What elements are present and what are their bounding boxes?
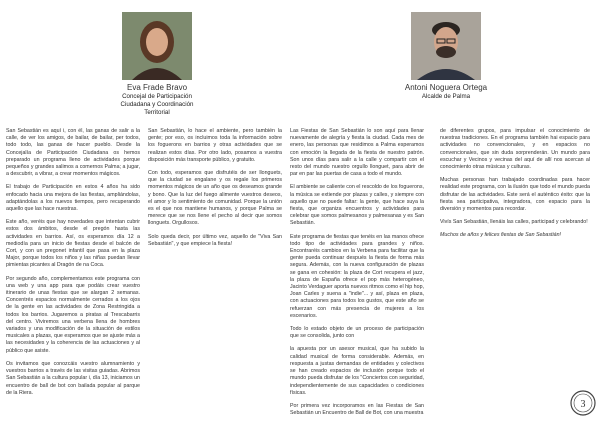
- paragraph: de diferentes grupos, para impulsar el conocimiento de nuestras tradiciones. En el programa también hai espacio para actividades no convencionales, y en espacios no convencionales, que sin duda sorprenderán. Un mundo para escuchar y Vecinos y vecinas del aquí de allí nos acercan al conocimiento otras músicas y culturas.: [440, 128, 590, 171]
- portrait-antoni-noguera: [411, 12, 481, 80]
- paragraph: El ambiente se caliente con el rescoldo de los foguerons, la música se extiende por plazas y calles, y siempre con aquello que no puede faltar: la gente, que hace suya la fiesta, que organiza encuentros y actividades para celebrar que somos palmesanos y palmesanas y es San Sebastián.: [290, 184, 424, 227]
- closing-greeting: Muchos de años y felices fiestas de San Sebastián!: [440, 232, 562, 239]
- right-person-caption: [396, 83, 496, 101]
- paragraph: Por segundo año, complementamos este programa con una web y una app para que podáis crear vuestro itinerario de unas fiestas que se alargan 2 semanas. Concentrés espacios normalmente cerrados a los ojos de la gente en las actividades de Zona Restringida a todos los barrios. Jugaremos a piratas al Trescabarris del centro. Viviremos una verbena llena de hombres variados y una modificación de la situación de estilos musicales a plazas, que esperamos que se ajuste más a las necesidades y la coherencia de las actuaciones y al público que asiste.: [6, 275, 140, 354]
- right-person-role: Alcalde de Palma: [421, 93, 471, 100]
- right-person-name: Antoni Noguera Ortega: [404, 83, 488, 92]
- paragraph: Este año, veréis que hay novedades que intentan cubrir estos dos ámbitos, desde el pregón hasta las actividades en barrios. Así, os esperamos día 12 a mediodía para un inicio de fiestas desde el balcón de Cort, y con un pregonet infantil que pasa en la plaza Major, porque todos los niños y las niñas puedan llevar pimientas picantes al Dragón de na Coca.: [6, 219, 140, 269]
- paragraph: Vivís San Sebastián, llenáis las calles, participad y celebrando!: [440, 219, 588, 226]
- paragraph: Por primera vez incorporamos en las Fiestas de San Sebastián un Encuentro de Ball de Bot, con una muestra: [290, 402, 424, 417]
- paragraph: la apuesta por un asesor musical, que ha subido la calidad musical de forma considerable. Además, en respuesta a justas demandas de entidades y colectivos se han creado espacios de inclusión porque todo el mundo pueda disfrutar de los "Conciertos con seguridad, independientemente de sus capacidades o condiciones físicas.: [290, 346, 424, 396]
- paragraph: Muchas personas han trabajado coordinadas para hacer realidad este programa, con la ilusión que todo el mundo pueda disfrutar de las actividades. Este será el auténtico éxito: que la fiesta sea participativa, integradora, con espacio para la diversión y momentos para recordar.: [440, 177, 590, 213]
- text-column-3: [290, 128, 424, 423]
- left-person-role: Concejal de Participación Ciudadana y Coordinación Territorial: [120, 93, 194, 116]
- left-person-caption: [112, 83, 202, 116]
- portrait-eva-frade: [122, 12, 192, 80]
- text-column-1: [6, 128, 140, 403]
- paragraph: Todo lo estado objeto de un proceso de participación que se consolida, junto con: [290, 326, 424, 340]
- paragraph: Con todo, esperamos que disfrutéis de ser llonguets, que la ciudad se engalane y os regale los primeros momentos mágicos de un año que os deseamos grande y bono. Que la luz del fuego alimente vuestros deseos, el amor y lo sentimiento de comunidad. Porque la unión es el que nos mantiene humanos, y porque Palma se merece que se nos llene el pecho al decir que somos llonguets. Orgullosos.: [148, 170, 282, 227]
- text-column-4: [440, 128, 590, 246]
- paragraph: Os invitamos que conozcáis vuestro alumnamiento y vuestros barrios a través de las visitas guiadas. Abrimos San Sebastián a la cultura popular i, día 13, iniciamos un encuentro de ball de bot con bailada popular al parque de la Riera.: [6, 360, 140, 396]
- text-column-2: [148, 128, 282, 254]
- paragraph: Solo queda decir, por último vez, aquello de "Viva San Sebastián", y que empiece la fiesta!: [148, 233, 282, 247]
- left-person-name: Eva Frade Bravo: [126, 83, 188, 92]
- paragraph: Las Fiestas de San Sebastián lo son aquí para llenar nuevamente de alegría y fiesta la ciudad. Cada mes de enero, las personas que residimos a Palma esperamos con emoción la llegada de la fiesta de nuestro patrón. Son unos días para salir a la calle y compartir con el resto del mundo nuestro orgullo llonguet, para abrir de par en par las puertas de casa a todo el mundo.: [290, 128, 424, 178]
- paragraph: El trabajo de Participación en estos 4 años ha sido enfocado hacia una mejora de las fiestas, ampliándolas, adaptándolas a los nuevos tiempos, pero recuperando aquello que las hace nuestras.: [6, 184, 140, 213]
- festival-seal-icon: [570, 390, 596, 416]
- paragraph: San Sebastián, lo hace el ambiente, pero también la gente; por eso, os incluimos toda la información sobre los foguerons en barrios y otras actividades que se realizan estos días. Por otro lado, posamos a vuestra disposición más transporte público, y gratuito.: [148, 128, 282, 163]
- seal-label: 3: [580, 399, 586, 410]
- paragraph: Este programa de fiestas que tenéis en las manos ofrece todo tipo de actividades para grandes y niños. Encontraréis cambios en la Verbena para facilitar que la gente pueda continuar después la fiesta de forma más segura. Además, con la nueva configuración de plazas se gana en cohesión: la plaza de Cort recupera el jazz, la plaza de España ofrece el pop más heterogéneo, Jacinto Verdaguer aporta nuevos ritmos como el hip hop, Joan Carles y suena a "indie"... y así, plaza en plaza, con actuaciones para todos los gustos, que este año se refuerzan con más presencia de mujeres a los escenarios.: [290, 233, 424, 319]
- paragraph: San Sebastián es aquí i, con él, las ganas de salir a la calle, de ver los amigos, de bailar, de bailar, per todos, todo todo, las ganas de hacer pueblo. Desde la Concejalía de Participación Ciudadana os hemos preparado un programa lleno de actividades porque pequeños y grandes salimos a comernos Palma; a jugar, a descubrir, a vibrar, a crear momentos mágicos.: [6, 128, 140, 178]
